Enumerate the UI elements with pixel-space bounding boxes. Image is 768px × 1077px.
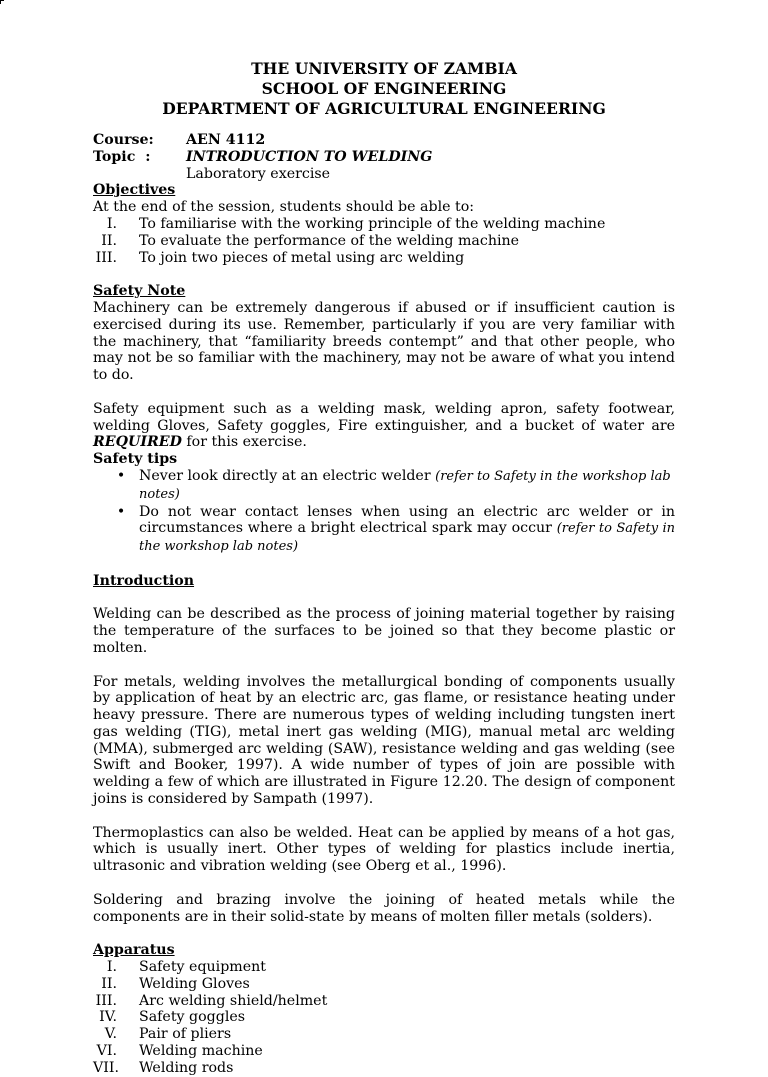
course-row <box>93 132 675 149</box>
apparatus-heading: Apparatus <box>93 942 175 959</box>
objectives-heading: Objectives <box>93 182 176 199</box>
objectives-list <box>93 216 675 266</box>
objectives-intro: At the end of the session, students should be able to: <box>93 199 475 216</box>
topic-row <box>93 149 675 166</box>
list-item <box>93 1060 675 1077</box>
intro-paragraph: Soldering and brazing involve the joining of heated metals while the components are in their solid-state by means of molten filler metals (solders). <box>93 891 675 925</box>
list-number: I. <box>106 959 117 976</box>
list-text: Pair of pliers <box>139 1026 232 1043</box>
list-item <box>93 233 675 250</box>
list-text: Welding machine <box>139 1043 263 1060</box>
intro-paragraph: Thermoplastics can also be welded. Heat can be applied by means of a hot gas, which is usually inert. Other types of welding for plastics include inertia, ultrasonic and vibration welding (see Oberg et al., 1996). <box>93 824 675 875</box>
school-title: SCHOOL OF ENGINEERING <box>261 79 507 98</box>
list-text: To evaluate the performance of the welding machine <box>139 232 520 249</box>
list-number: III. <box>95 249 117 266</box>
subtitle-row <box>93 166 675 183</box>
safety-tips-heading: Safety tips <box>93 451 178 468</box>
safety-tips-list <box>93 468 675 556</box>
course-label: Course: <box>93 132 154 148</box>
list-text: Safety equipment <box>139 959 266 976</box>
tip-reference: (refer to Safety in the workshop lab notes) <box>139 521 676 555</box>
list-number: I. <box>106 215 117 232</box>
list-text: Welding Gloves <box>139 975 250 992</box>
bullet-icon: • <box>116 467 126 484</box>
safety-equipment-tail: for this exercise. <box>181 434 307 451</box>
list-number: II. <box>101 975 117 992</box>
list-text: To join two pieces of metal using arc welding <box>139 249 465 266</box>
list-text: Welding rods <box>139 1059 234 1076</box>
document-header <box>93 59 675 119</box>
list-item <box>93 976 675 993</box>
list-number: V. <box>104 1026 117 1043</box>
intro-paragraph: For metals, welding involves the metallurgical bonding of components usually by application of heat by an electric arc, gas flame, or resistance heating under heavy pressure. There are numerous types of welding including tungsten inert gas welding (TIG), metal inert gas welding (MIG), manual metal arc welding (MMA), submerged arc welding (SAW), resistance welding and gas welding (see Swift and Booker, 1997). A wide number of types of join are possible with welding a few of which are illustrated in Figure 12.20. The design of component joins is considered by Sampath (1997). <box>93 673 675 808</box>
introduction-heading: Introduction <box>93 572 195 589</box>
safety-equipment-text: Safety equipment such as a welding mask, welding apron, safety footwear, welding Gloves, Safety goggles, Fire extinguisher, and a bucket of water are <box>93 400 675 434</box>
list-number: II. <box>101 232 117 249</box>
list-number: VI. <box>96 1043 117 1060</box>
list-item <box>93 1043 675 1060</box>
list-number: VII. <box>93 1059 119 1076</box>
list-text: To familiarise with the working principle of the welding machine <box>139 215 606 232</box>
department-title: DEPARTMENT OF AGRICULTURAL ENGINEERING <box>162 99 606 118</box>
list-number: III. <box>95 992 117 1009</box>
intro-paragraph: Welding can be described as the process of joining material together by raising the temperature of the surfaces to be joined so that they become plastic or molten. <box>93 606 675 656</box>
course-code: AEN 4112 <box>186 132 266 148</box>
required-emphasis: REQUIRED <box>93 434 182 451</box>
tip-text: Do not wear contact lenses when using an electric arc welder or in circumstances where a bright electrical spark may occur <box>139 503 675 537</box>
apparatus-list <box>93 959 675 1077</box>
list-item <box>93 1026 675 1043</box>
document-page <box>93 59 675 1077</box>
list-item <box>93 216 675 233</box>
list-number: IV. <box>99 1009 117 1026</box>
safety-note-paragraph: Machinery can be extremely dangerous if abused or if insufficient caution is exercised during its use. Remember, particularly if you are very familiar with the machinery, that “familiarity breeds contempt” and that other people, who may not be so familiar with the machinery, may not be aware of what you intend to do. <box>93 299 675 384</box>
bullet-icon: • <box>116 503 126 520</box>
safety-note-heading: Safety Note <box>93 283 186 300</box>
list-text: Safety goggles <box>139 1009 246 1026</box>
list-item <box>93 250 675 267</box>
exercise-subtitle: Laboratory exercise <box>186 165 331 182</box>
list-item <box>93 959 675 976</box>
list-item <box>93 504 675 556</box>
page-corner-mark <box>0 0 4 4</box>
list-item <box>93 468 675 504</box>
list-item <box>93 993 675 1010</box>
topic-title: INTRODUCTION TO WELDING <box>186 148 433 165</box>
safety-equipment-paragraph <box>93 401 675 451</box>
topic-label: Topic : <box>93 148 151 165</box>
tip-reference: (refer to Safety in the workshop lab notes) <box>139 468 671 502</box>
tip-text: Never look directly at an electric welder <box>139 467 436 484</box>
university-title: THE UNIVERSITY OF ZAMBIA <box>251 59 517 78</box>
list-text: Arc welding shield/helmet <box>139 992 328 1009</box>
